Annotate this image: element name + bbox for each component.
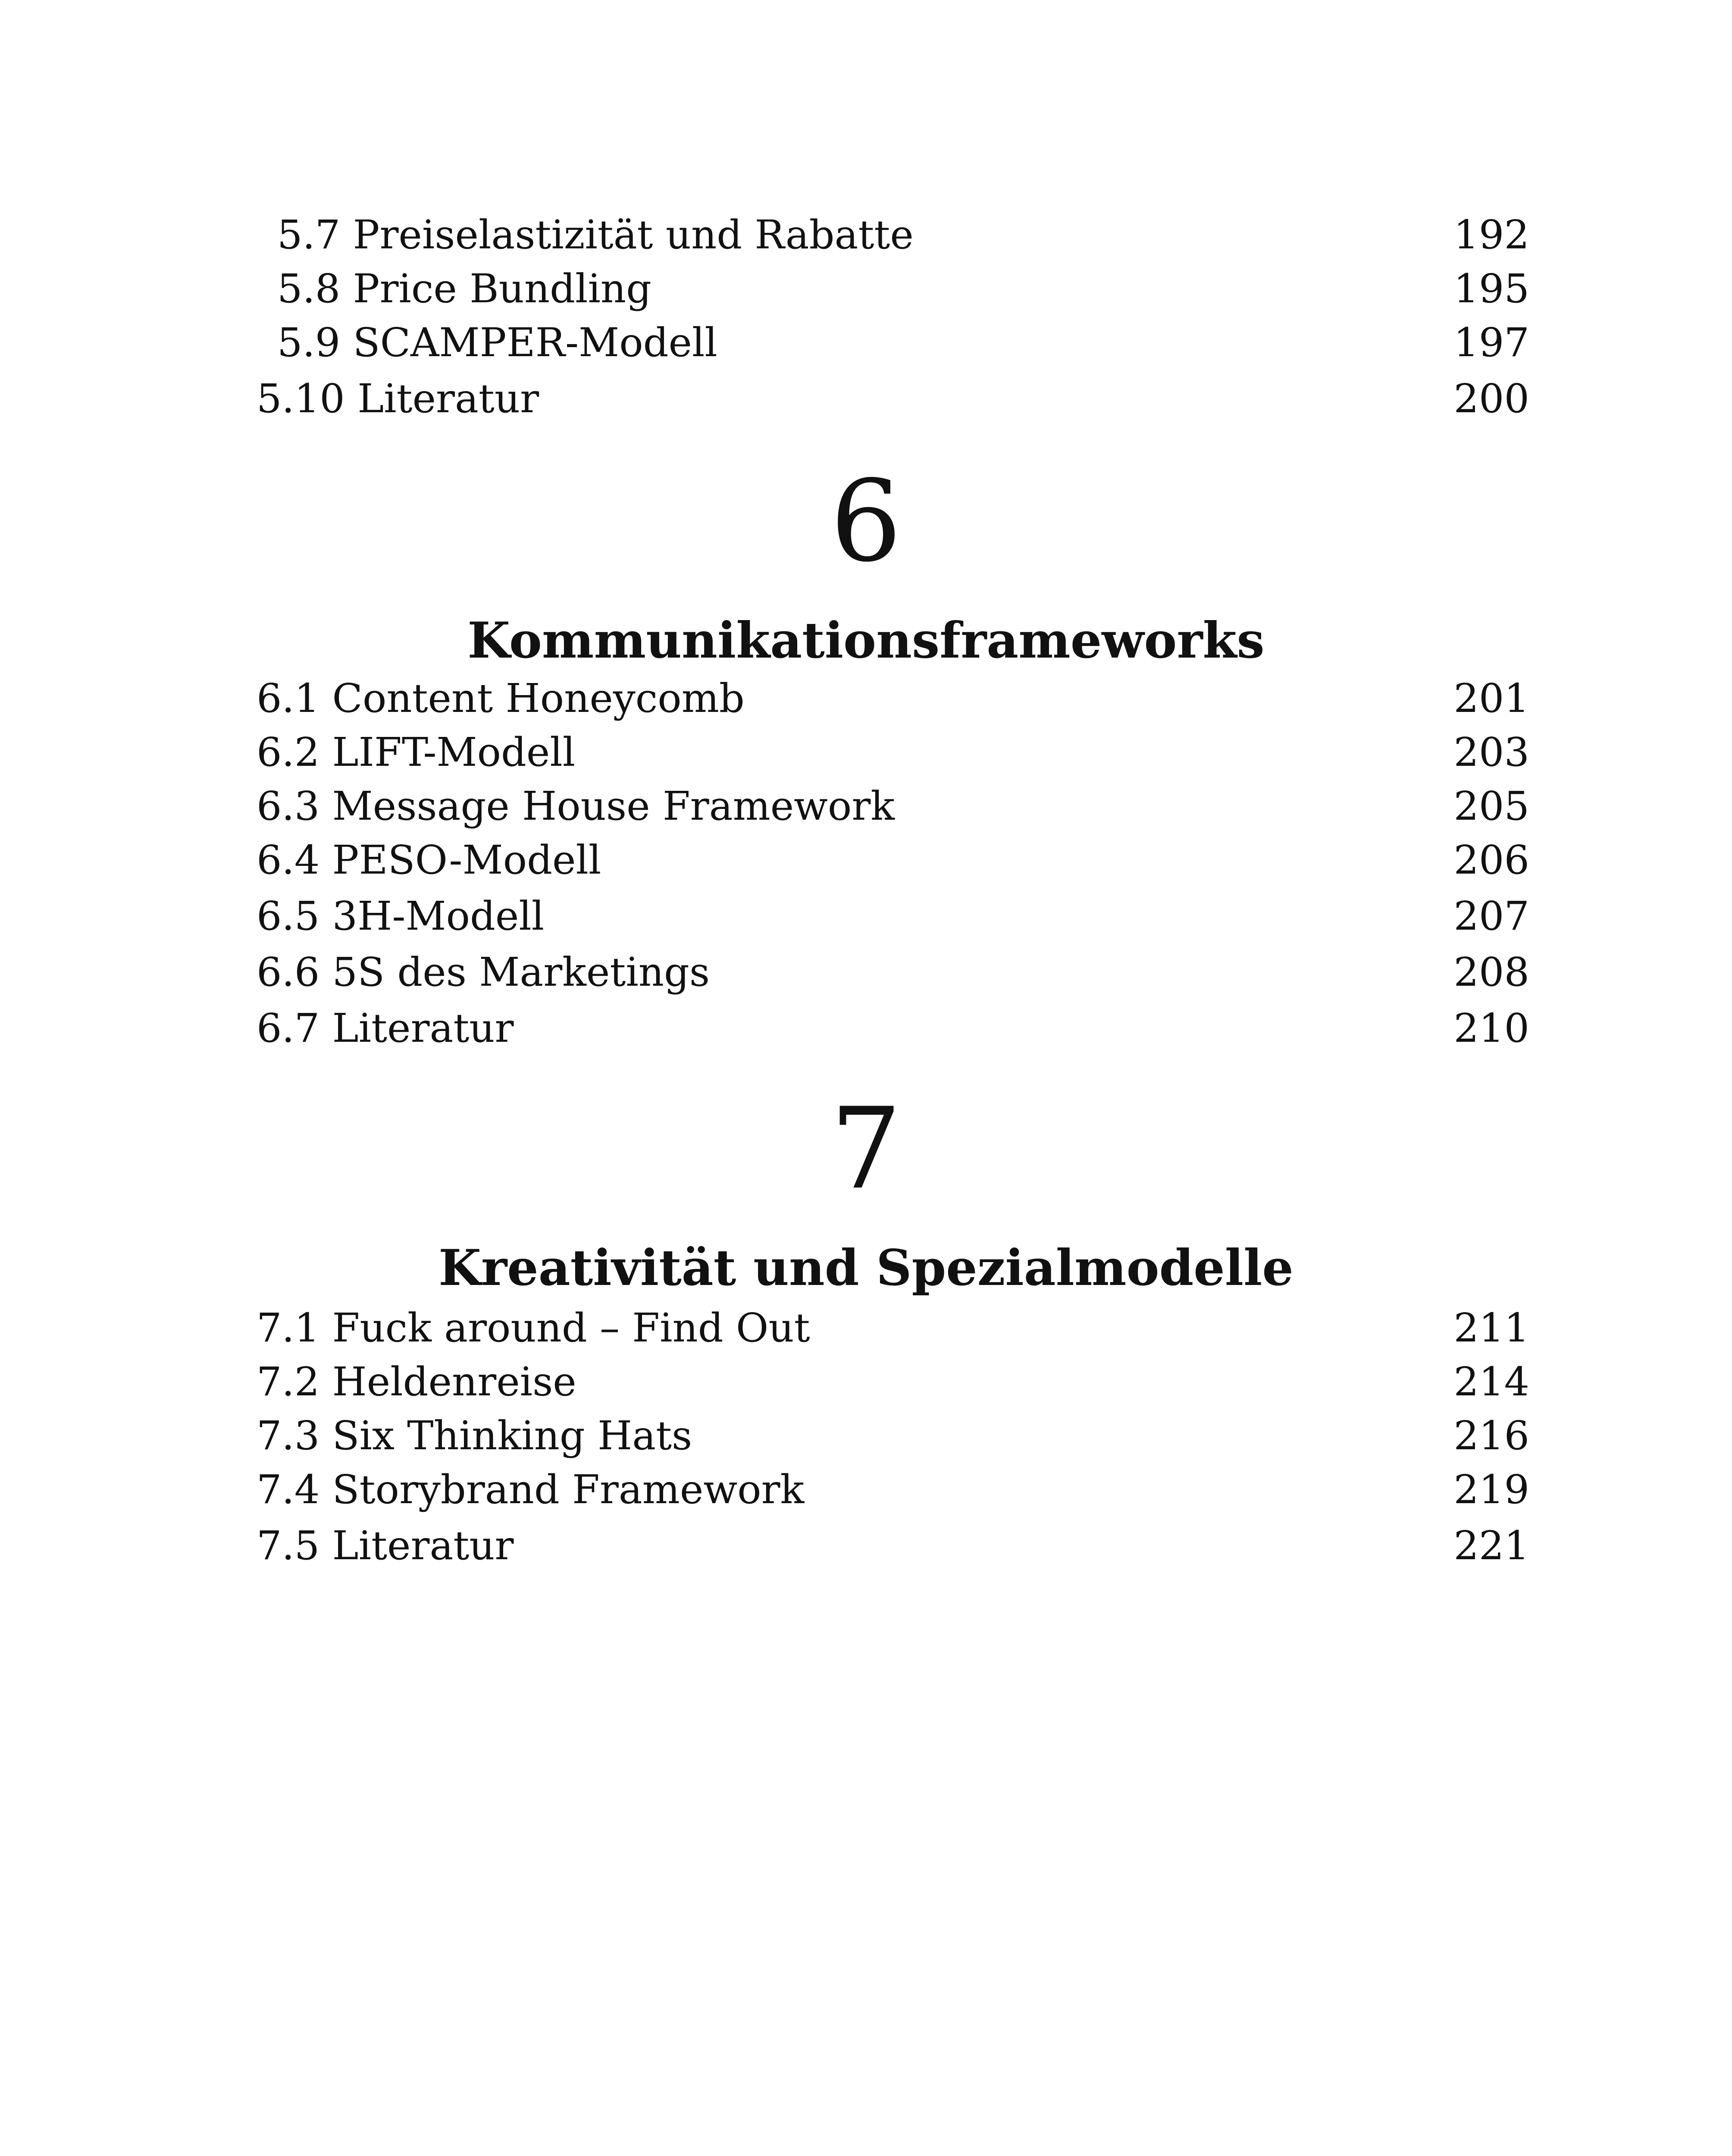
chapter-number: 7 (830, 1084, 902, 1214)
toc-entry-label: 6.3 Message House Framework (257, 783, 895, 829)
toc-entry-page: 206 (1453, 837, 1529, 883)
toc-entry[interactable] (0, 1464, 1732, 1516)
toc-entry-label: 6.2 LIFT-Modell (257, 729, 576, 775)
toc-entry-label: 7.1 Fuck around – Find Out (257, 1305, 810, 1351)
toc-entry-label: 7.3 Six Thinking Hats (257, 1413, 692, 1459)
toc-entry-label: 5.8 Price Bundling (277, 266, 652, 312)
toc-entry-label: 6.5 3H-Modell (257, 893, 545, 939)
toc-entry[interactable] (0, 890, 1732, 942)
toc-entry[interactable] (0, 946, 1732, 998)
toc-entry-page: 208 (1453, 949, 1529, 995)
toc-entry[interactable] (0, 373, 1732, 425)
toc-entry[interactable] (0, 1302, 1732, 1354)
toc-entry-page: 192 (1453, 212, 1529, 258)
chapter-title: Kreativität und Spezialmodelle (438, 1239, 1294, 1297)
toc-entry[interactable] (0, 209, 1732, 261)
toc-entry[interactable] (0, 780, 1732, 832)
toc-entry-page: 216 (1453, 1413, 1529, 1459)
toc-entry-page: 221 (1453, 1523, 1529, 1569)
toc-entry[interactable] (0, 1520, 1732, 1572)
toc-entry-label: 7.5 Literatur (257, 1523, 514, 1569)
toc-entry-page: 201 (1453, 675, 1529, 721)
toc-entry-label: 6.7 Literatur (257, 1005, 514, 1051)
toc-entry-page: 211 (1453, 1305, 1529, 1351)
toc-entry-page: 219 (1453, 1467, 1529, 1513)
toc-entry-page: 214 (1453, 1359, 1529, 1405)
toc-entry[interactable] (0, 263, 1732, 315)
toc-entry[interactable] (0, 1356, 1732, 1408)
toc-entry-label: 5.9 SCAMPER-Modell (277, 320, 717, 366)
toc-entry[interactable] (0, 1003, 1732, 1054)
toc-entry-page: 207 (1453, 893, 1529, 939)
chapter-title: Kommunikationsframeworks (467, 611, 1265, 669)
toc-entry-label: 6.4 PESO-Modell (257, 837, 601, 883)
toc-entry[interactable] (0, 1410, 1732, 1462)
toc-entry-page: 200 (1453, 376, 1529, 422)
toc-entry-label: 7.4 Storybrand Framework (257, 1467, 805, 1513)
toc-entry[interactable] (0, 727, 1732, 778)
toc-entry-label: 5.10 Literatur (257, 376, 539, 422)
toc-entry-label: 5.7 Preiselastizität und Rabatte (277, 212, 914, 258)
toc-entry-label: 6.6 5S des Marketings (257, 949, 710, 995)
toc-entry-page: 203 (1453, 729, 1529, 775)
toc-entry-label: 7.2 Heldenreise (257, 1359, 576, 1405)
toc-entry[interactable] (0, 317, 1732, 369)
toc-entry-page: 205 (1453, 783, 1529, 829)
toc-entry-page: 210 (1453, 1005, 1529, 1051)
toc-entry[interactable] (0, 834, 1732, 886)
toc-entry-label: 6.1 Content Honeycomb (257, 675, 745, 721)
toc-entry-page: 197 (1453, 320, 1529, 366)
toc-entry-page: 195 (1453, 266, 1529, 312)
toc-entry[interactable] (0, 673, 1732, 724)
chapter-number: 6 (830, 457, 902, 587)
